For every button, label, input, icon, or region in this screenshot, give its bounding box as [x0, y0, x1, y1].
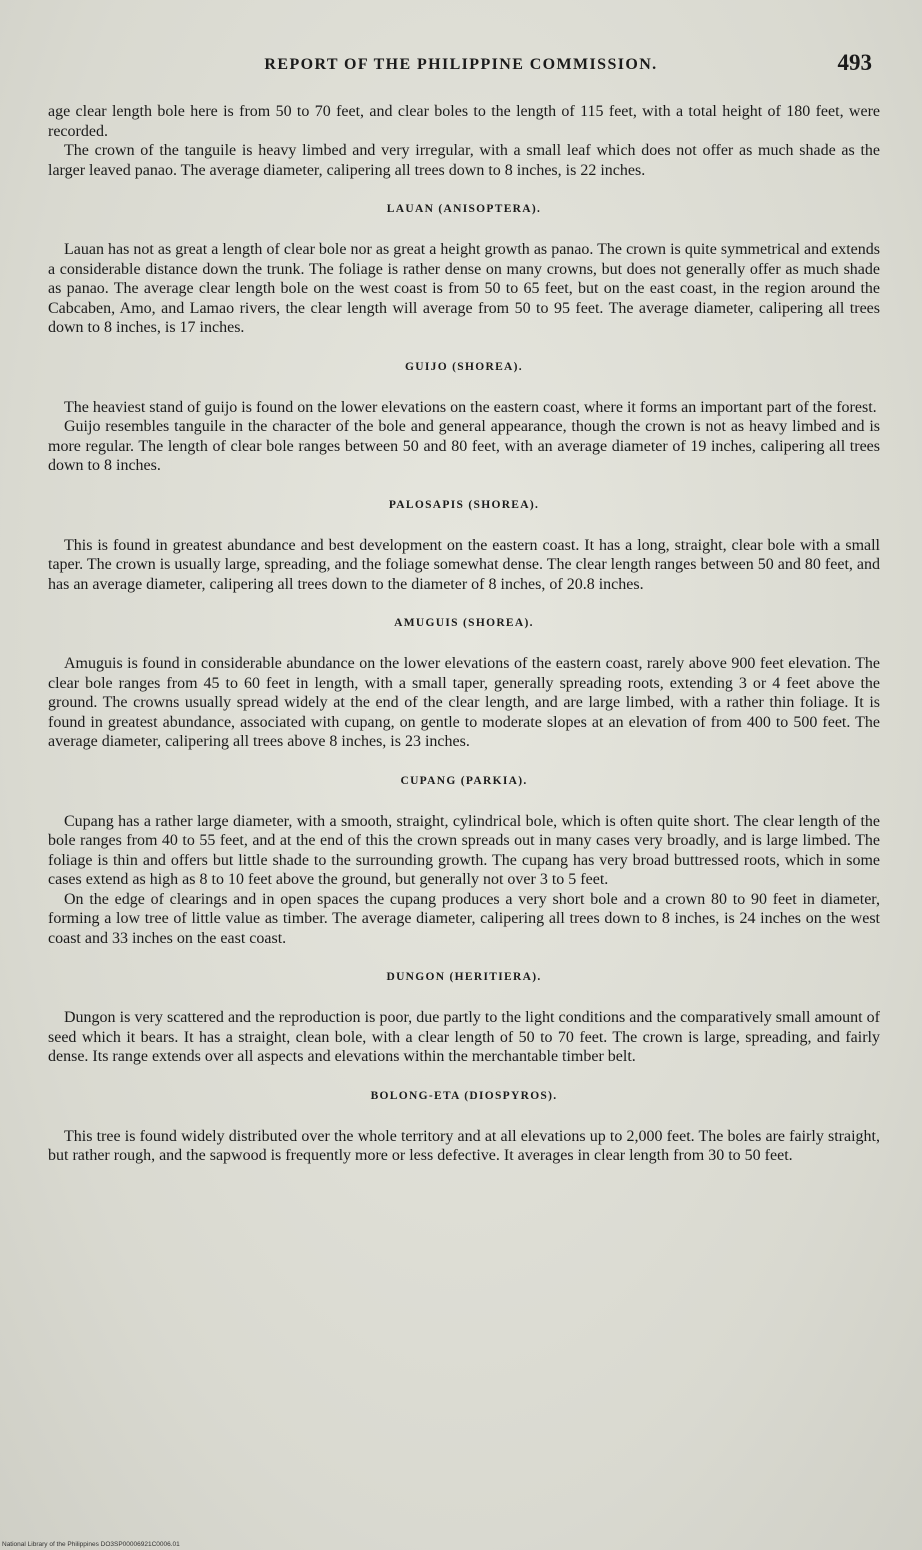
- section-heading: BOLONG-ETA (DIOSPYROS).: [370, 1089, 558, 1102]
- section-dungon: [48, 948, 880, 1067]
- section-heading: PALOSAPIS (SHOREA).: [388, 498, 540, 511]
- section-cupang: [48, 752, 880, 949]
- paragraph: age clear length bole here is from 50 to 70 feet, and clear boles to the length of 115 feet, with a total height of 180 feet, were recorded.: [48, 103, 880, 140]
- page-number: 493: [837, 50, 872, 75]
- section-palosapis: [48, 476, 880, 595]
- section-amuguis: [48, 594, 880, 752]
- paragraph: Guijo resembles tanguile in the character of the bole and general appearance, though the crown is not as heavy limbed and is more regular. The length of clear bole ranges between 50 and 80 feet, with an average diameter of 19 inches, calipering all trees down to 8 inches.: [48, 418, 880, 474]
- section-heading: GUIJO (SHOREA).: [405, 360, 523, 373]
- paragraph: Lauan has not as great a length of clear bole nor as great a height growth as panao. The crown is quite symmetrical and extends a considerable distance down the trunk. The foliage is rather dense on many crowns, but does not generally offer as much shade as panao. The average clear length bole on the west coast is from 50 to 65 feet, but on the east coast, in the region around the Cabcaben, Amo, and Lamao rivers, the clear length will average from 50 to 95 feet. The average diameter, calipering all trees down to 8 inches, is 17 inches.: [48, 241, 880, 336]
- library-footer-mark: National Library of the Philippines DO3SP00006921C0006.01: [2, 1541, 180, 1548]
- section-heading: CUPANG (PARKIA).: [400, 774, 528, 787]
- paragraph: This tree is found widely distributed over the whole territory and at all elevations up to 2,000 feet. The boles are fairly straight, but rather rough, and the sapwood is frequently more or less defective. It averages in clear length from 30 to 50 feet.: [48, 1127, 880, 1164]
- paragraph: The heaviest stand of guijo is found on the lower elevations on the eastern coast, where it forms an important part of the forest.: [64, 398, 877, 416]
- page-header: [48, 50, 874, 84]
- section-heading: AMUGUIS (SHOREA).: [394, 617, 534, 629]
- paragraph: On the edge of clearings and in open spaces the cupang produces a very short bole and a crown 80 to 90 feet in diameter, forming a low tree of little value as timber. The average diameter, calipering all trees down to 8 inches, is 24 inches on the west coast and 33 inches on the east coast.: [48, 890, 880, 947]
- section-guijo: [48, 338, 880, 476]
- section-heading: DUNGON (HERITIERA).: [386, 971, 542, 983]
- paragraph: This is found in greatest abundance and best development on the eastern coast. It has a long, straight, clear bole with a small taper. The crown is usually large, spreading, and the foliage somewhat dense. The clear length ranges between 50 and 80 feet, and has an average diameter, calipering all trees down to the diameter of 8 inches, of 20.8 inches.: [48, 536, 880, 593]
- paragraph: Dungon is very scattered and the reproduction is poor, due partly to the light conditions and the comparatively small amount of seed which it bears. It has a straight, clean bole, with a clear length of 50 to 70 feet. The crown is large, spreading, and fairly dense. Its range extends over all aspects and elevations within the merchantable timber belt.: [48, 1009, 880, 1065]
- paragraph: The crown of the tanguile is heavy limbed and very irregular, with a small leaf which does not offer as much shade as the larger leaved panao. The average diameter, calipering all trees down to 8 inches, is 22 inches.: [48, 142, 880, 179]
- page-body: [48, 102, 880, 1166]
- section-tanguile-continued: [48, 102, 880, 180]
- running-title: REPORT OF THE PHILIPPINE COMMISSION.: [264, 56, 658, 73]
- section-lauan: [48, 180, 880, 338]
- section-bolong-eta: [48, 1067, 880, 1166]
- section-heading: LAUAN (ANISOPTERA).: [386, 203, 542, 215]
- paragraph: Cupang has a rather large diameter, with a smooth, straight, cylindrical bole, which is often quite short. The clear length of the bole ranges from 40 to 55 feet, and at the end of this the crown spreads out in many cases very broadly, and is large limbed. The foliage is thin and offers but little shade to the surrounding growth. The cupang has very broad buttressed roots, which in some cases extend as high as 8 to 10 feet above the ground, but generally not over 3 to 5 feet.: [48, 812, 880, 888]
- paragraph: Amuguis is found in considerable abundance on the lower elevations of the eastern coast, rarely above 900 feet elevation. The clear bole ranges from 45 to 60 feet in length, with a small taper, generally spreading roots, extending 3 or 4 feet above the ground. The crowns usually spread widely at the end of the clear length, and are large limbed, with a rather thin foliage. It is found in greatest abundance, associated with cupang, on gentle to moderate slopes at an elevation of from 400 to 500 feet. The average diameter, calipering all trees above 8 inches, is 23 inches.: [48, 655, 880, 750]
